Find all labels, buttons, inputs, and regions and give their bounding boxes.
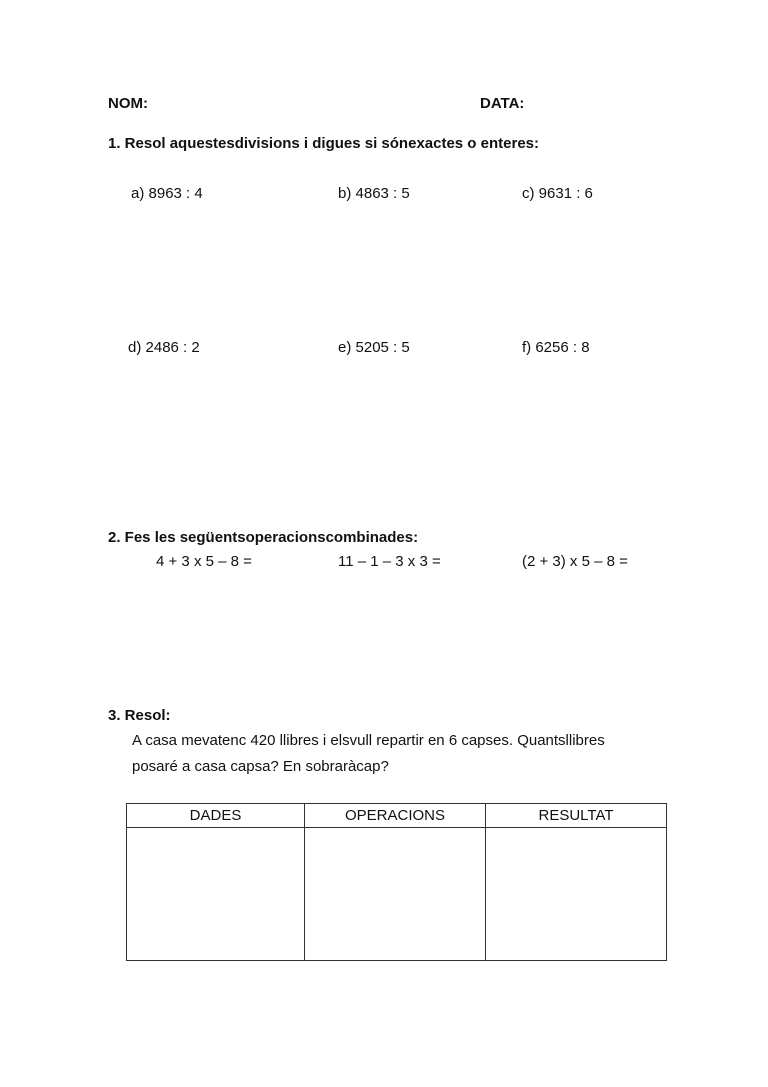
cell-resultat[interactable] xyxy=(486,828,667,961)
header-resultat: RESULTAT xyxy=(486,804,667,828)
operation-1: 4 + 3 x 5 – 8 = xyxy=(156,553,252,570)
operation-2: 11 – 1 – 3 x 3 = xyxy=(338,553,441,570)
cell-operacions[interactable] xyxy=(305,828,486,961)
division-e: e) 5205 : 5 xyxy=(338,339,410,356)
division-b: b) 4863 : 5 xyxy=(338,185,410,202)
name-label: NOM: xyxy=(108,95,148,112)
division-a: a) 8963 : 4 xyxy=(131,185,203,202)
header-dades: DADES xyxy=(127,804,305,828)
section2-title: 2. Fes les següentsoperacionscombinades: xyxy=(108,529,419,546)
cell-dades[interactable] xyxy=(127,828,305,961)
operation-3: (2 + 3) x 5 – 8 = xyxy=(522,553,628,570)
answer-table xyxy=(126,803,667,961)
section3-title: 3. Resol: xyxy=(108,707,171,724)
section1-title: 1. Resol aquestesdivisions i digues si sónexactes o enteres: xyxy=(108,135,540,152)
date-label: DATA: xyxy=(480,95,525,112)
division-f: f) 6256 : 8 xyxy=(522,339,590,356)
header-operacions: OPERACIONS xyxy=(305,804,486,828)
table-row xyxy=(127,828,667,961)
table-header-row xyxy=(127,804,667,828)
problem-text-line1: A casa mevatenc 420 llibres i elsvull repartir en 6 capses. Quantsllibres xyxy=(132,732,605,749)
problem-text-line2: posaré a casa capsa? En sobraràcap? xyxy=(132,758,389,775)
division-c: c) 9631 : 6 xyxy=(522,185,593,202)
division-d: d) 2486 : 2 xyxy=(128,339,200,356)
